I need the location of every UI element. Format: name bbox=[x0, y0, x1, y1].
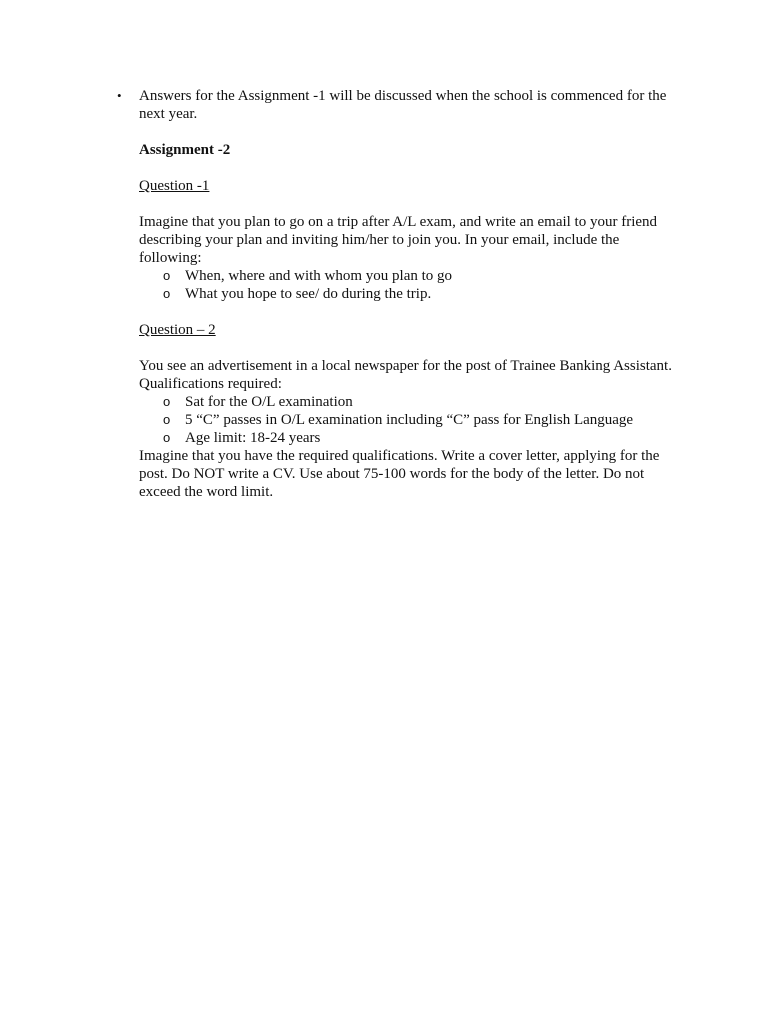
list-item-text: Sat for the O/L examination bbox=[185, 394, 353, 410]
circle-bullet-icon: o bbox=[163, 394, 171, 409]
question-1-list bbox=[139, 267, 684, 303]
question-2-prompt: You see an advertisement in a local newspaper for the post of Trainee Banking Assistant. Qualifications required: bbox=[139, 358, 672, 392]
circle-bullet-icon: o bbox=[163, 430, 171, 445]
list-item bbox=[163, 429, 684, 447]
circle-bullet-icon: o bbox=[163, 412, 171, 427]
assignment-title: Assignment -2 bbox=[139, 142, 231, 158]
list-item bbox=[163, 267, 684, 285]
question-2-list bbox=[139, 393, 684, 447]
question-2-heading: Question – 2 bbox=[139, 322, 216, 338]
spacer bbox=[139, 339, 684, 357]
circle-bullet-icon: o bbox=[163, 286, 171, 301]
list-item-text: What you hope to see/ do during the trip. bbox=[185, 286, 432, 302]
list-item-text: 5 “C” passes in O/L examination including “C” pass for English Language bbox=[185, 412, 634, 428]
list-item bbox=[163, 411, 684, 429]
circle-bullet-icon: o bbox=[163, 268, 171, 283]
list-item bbox=[163, 285, 684, 303]
question-2-instructions: Imagine that you have the required qualifications. Write a cover letter, applying for the post. Do NOT write a CV. Use about 75-100 words for the body of the letter. Do not exceed the word limit. bbox=[139, 448, 660, 500]
spacer bbox=[139, 159, 684, 177]
spacer bbox=[139, 303, 684, 321]
intro-text: Answers for the Assignment -1 will be discussed when the school is commenced for the next year. bbox=[139, 88, 667, 122]
question-1-heading: Question -1 bbox=[139, 178, 210, 194]
intro-bullet bbox=[117, 87, 684, 123]
question-1-prompt: Imagine that you plan to go on a trip after A/L exam, and write an email to your friend describing your plan and inviting him/her to join you. In your email, include the following: bbox=[139, 214, 658, 266]
spacer bbox=[139, 123, 684, 141]
document-content bbox=[117, 87, 684, 501]
spacer bbox=[139, 195, 684, 213]
list-item-text: When, where and with whom you plan to go bbox=[185, 268, 453, 284]
list-item-text: Age limit: 18-24 years bbox=[185, 430, 321, 446]
bullet-icon: • bbox=[117, 88, 122, 103]
list-item bbox=[163, 393, 684, 411]
